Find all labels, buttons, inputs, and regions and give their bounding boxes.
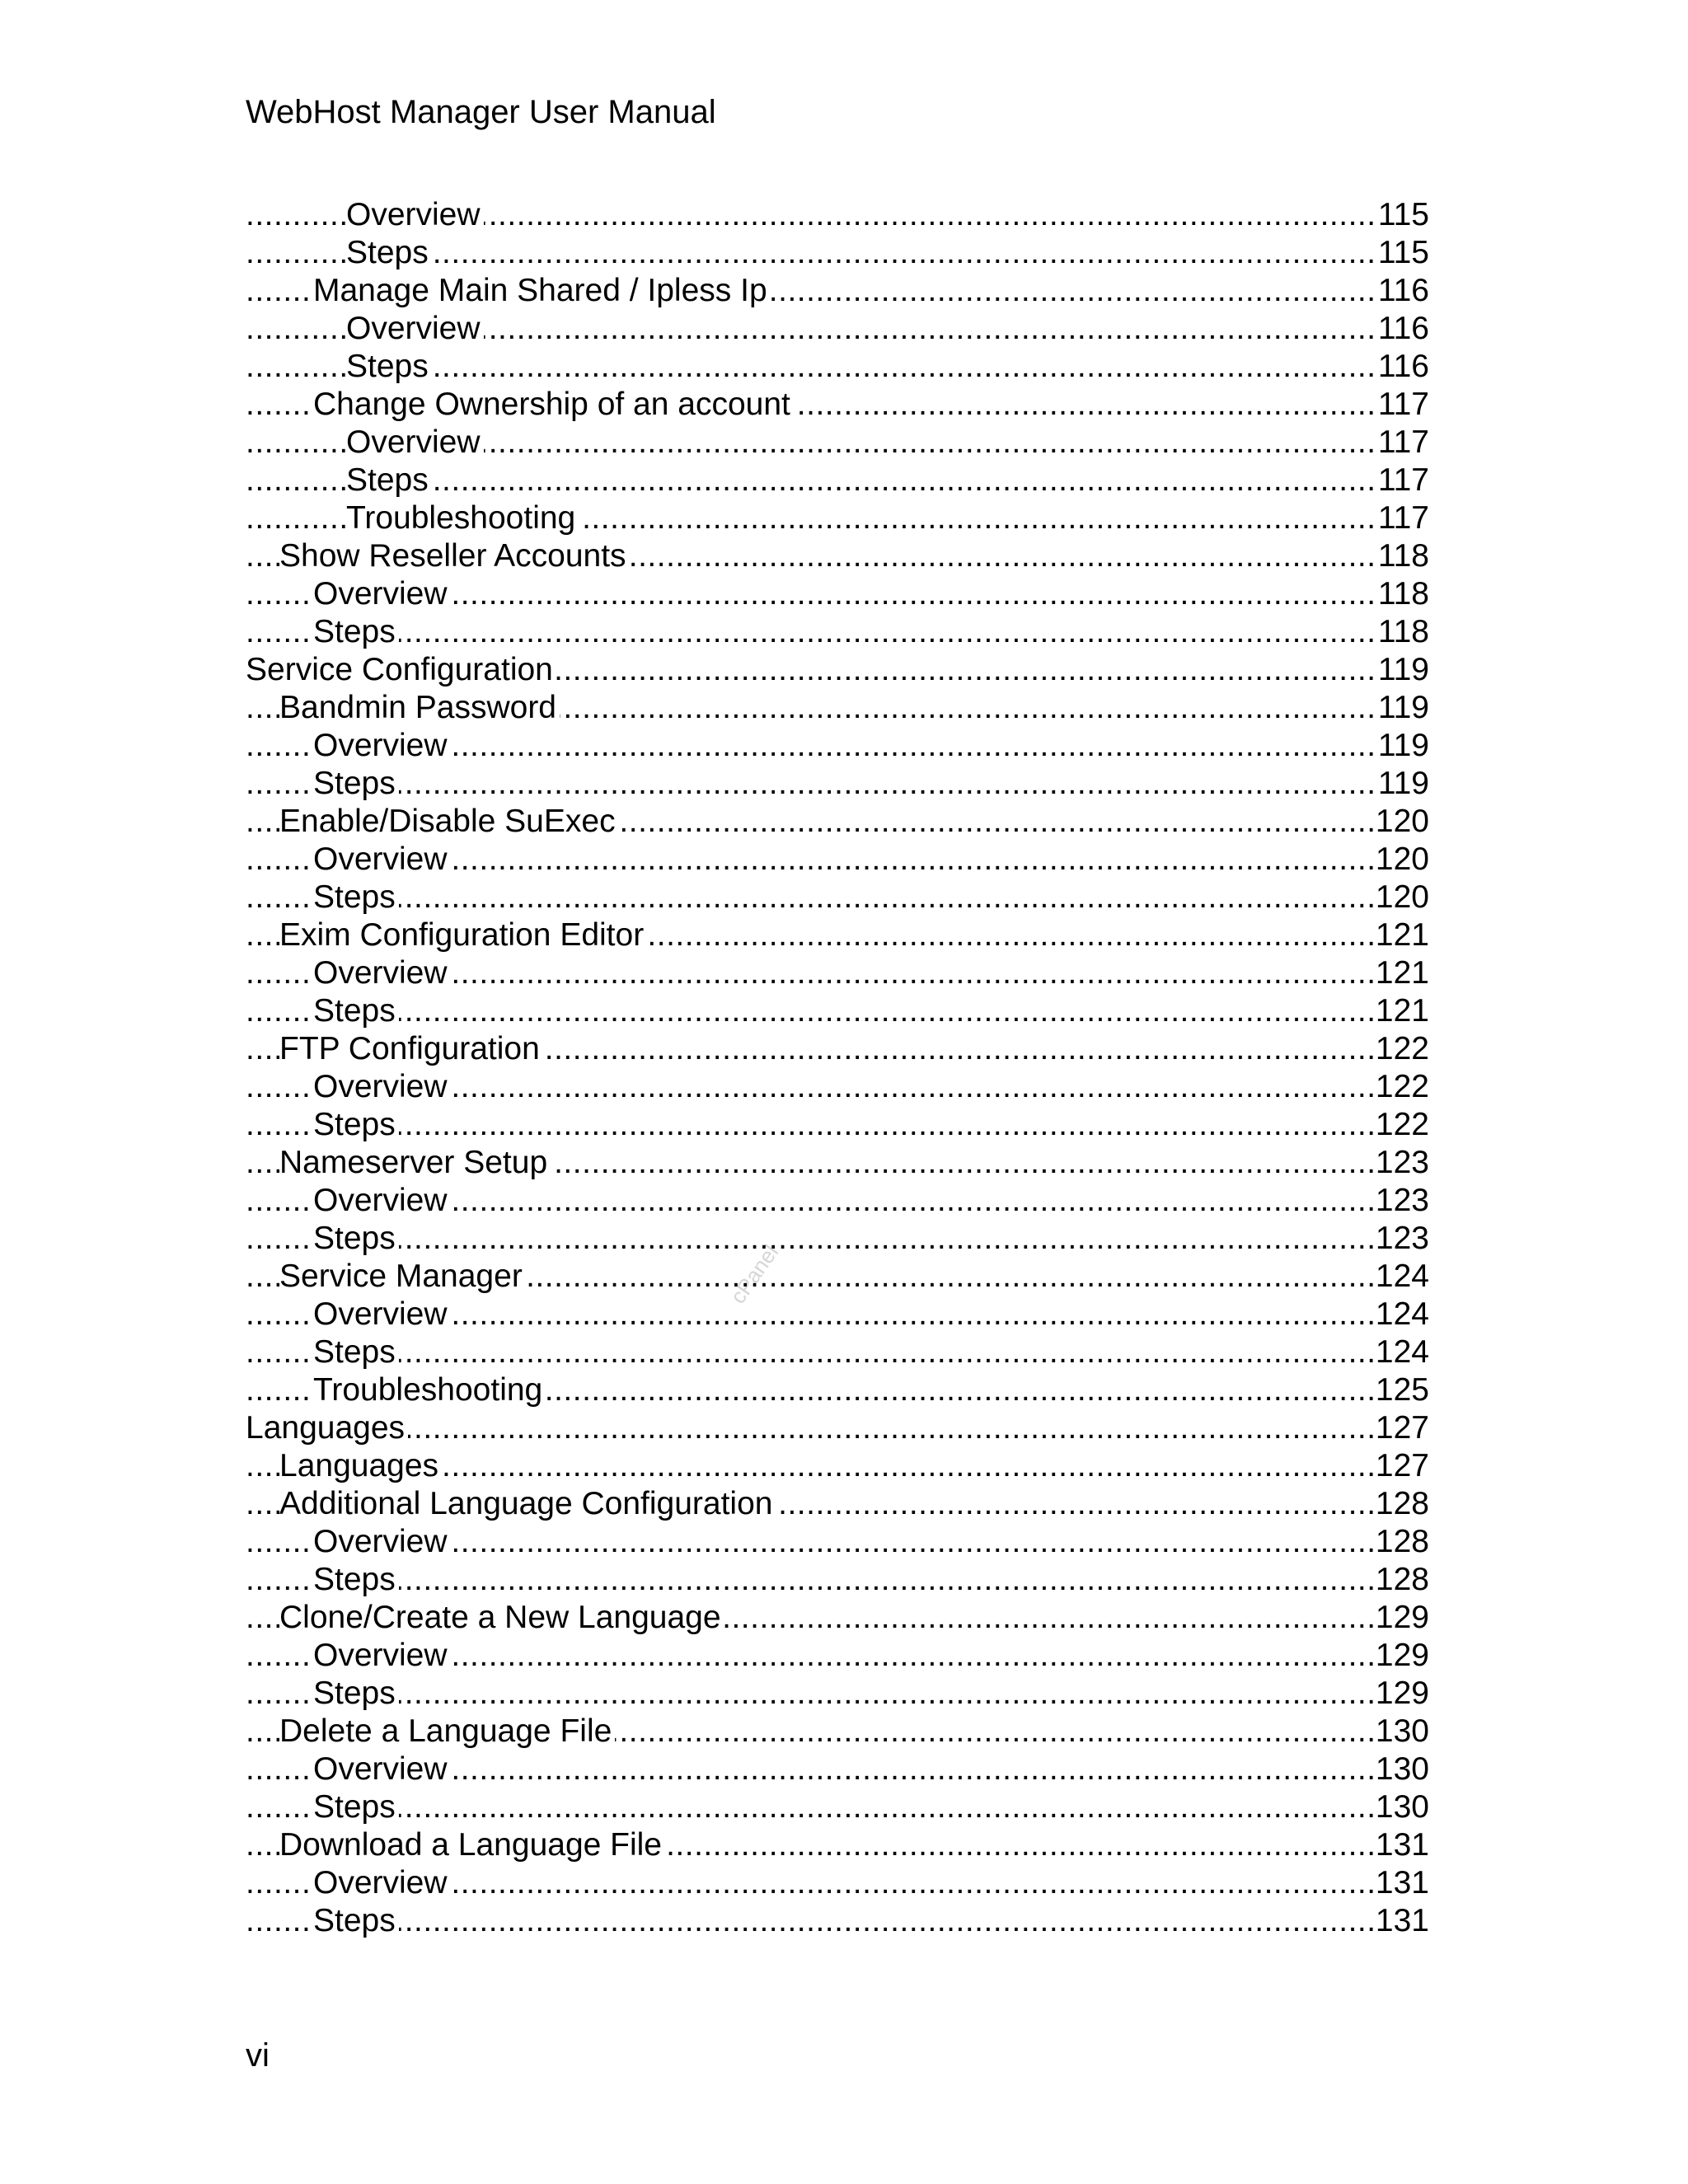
- toc-entry-title: Steps: [313, 879, 399, 915]
- toc-entry-title: Steps: [313, 1334, 399, 1370]
- toc-dot-leader: [246, 1675, 1429, 1713]
- toc-entry[interactable]: [246, 272, 1429, 310]
- toc-entry-page: 127: [1375, 1448, 1429, 1483]
- toc-entry-title: Download a Language File: [279, 1827, 665, 1863]
- toc-entry-page: 121: [1375, 917, 1429, 953]
- toc-entry[interactable]: [246, 1675, 1429, 1713]
- toc-entry[interactable]: [246, 1750, 1429, 1788]
- toc-entry-page: 116: [1377, 273, 1429, 308]
- toc-entry-title: Steps: [313, 766, 399, 801]
- toc-entry[interactable]: [246, 1182, 1429, 1220]
- toc-entry-page: 119: [1377, 690, 1429, 725]
- toc-entry-title: Steps: [346, 349, 432, 384]
- toc-entry[interactable]: [246, 954, 1429, 992]
- toc-entry[interactable]: [246, 879, 1429, 916]
- toc-entry-page: 116: [1377, 311, 1429, 346]
- toc-entry-page: 129: [1375, 1600, 1429, 1635]
- toc-entry-page: 117: [1377, 462, 1429, 498]
- toc-entry-title: Steps: [313, 1221, 399, 1256]
- toc-entry-title: Steps: [313, 1903, 399, 1938]
- toc-entry[interactable]: [246, 424, 1429, 462]
- toc-entry-title: Overview: [313, 955, 451, 991]
- toc-entry[interactable]: [246, 651, 1429, 689]
- toc-dot-leader: [246, 1902, 1429, 1940]
- toc-entry[interactable]: [246, 841, 1429, 879]
- toc-dot-leader: [246, 1561, 1429, 1599]
- toc-entry[interactable]: [246, 992, 1429, 1030]
- watermark: cPanel: [725, 1240, 784, 1309]
- toc-entry-title: Steps: [346, 235, 432, 270]
- toc-entry[interactable]: [246, 1258, 1429, 1296]
- toc-dot-leader: [246, 1220, 1429, 1258]
- toc-entry-title: Overview: [346, 311, 484, 346]
- toc-entry-title: Service Manager: [279, 1258, 526, 1294]
- toc-entry[interactable]: [246, 1371, 1429, 1409]
- toc-entry-page: 124: [1375, 1258, 1429, 1294]
- toc-entry-title: Languages: [279, 1448, 442, 1483]
- toc-entry-page: 118: [1377, 576, 1429, 612]
- toc-entry[interactable]: [246, 1788, 1429, 1826]
- toc-dot-leader: [246, 613, 1429, 651]
- toc-entry[interactable]: [246, 1561, 1429, 1599]
- toc-entry[interactable]: [246, 1333, 1429, 1371]
- toc-entry-page: 122: [1375, 1069, 1429, 1104]
- toc-entry[interactable]: [246, 1144, 1429, 1182]
- toc-entry-title: Overview: [346, 197, 484, 232]
- toc-entry-page: 117: [1377, 424, 1429, 460]
- toc-entry-page: 115: [1377, 235, 1429, 270]
- toc-dot-leader: [246, 765, 1429, 803]
- toc-entry-page: 121: [1375, 993, 1429, 1029]
- toc-entry-title: Show Reseller Accounts: [279, 538, 630, 574]
- toc-entry[interactable]: [246, 537, 1429, 575]
- toc-entry-page: 123: [1375, 1145, 1429, 1180]
- toc-entry-title: Steps: [313, 1107, 399, 1142]
- toc-entry[interactable]: [246, 310, 1429, 348]
- toc-entry-page: 124: [1375, 1334, 1429, 1370]
- toc-entry-page: 128: [1375, 1524, 1429, 1559]
- toc-entry-title: Clone/Create a New Language: [279, 1600, 724, 1635]
- toc-entry-title: Troubleshooting: [346, 500, 579, 536]
- toc-dot-leader: [246, 1106, 1429, 1144]
- toc-dot-leader: [246, 1788, 1429, 1826]
- toc-entry[interactable]: [246, 499, 1429, 537]
- toc-entry-title: Troubleshooting: [313, 1372, 546, 1408]
- toc-entry[interactable]: [246, 348, 1429, 386]
- toc-entry-page: 131: [1375, 1903, 1429, 1938]
- toc-entry[interactable]: [246, 803, 1429, 841]
- toc-entry-page: 129: [1375, 1675, 1429, 1711]
- toc-entry-title: Steps: [313, 1562, 399, 1597]
- toc-entry-page: 117: [1377, 500, 1429, 536]
- toc-entry-title: Overview: [313, 841, 451, 877]
- toc-entry-title: Overview: [313, 1524, 451, 1559]
- toc-entry[interactable]: [246, 1713, 1429, 1750]
- toc-entry-title: Overview: [313, 1865, 451, 1900]
- toc-entry-page: 130: [1375, 1789, 1429, 1825]
- toc-entry-page: 121: [1375, 955, 1429, 991]
- toc-dot-leader: [246, 992, 1429, 1030]
- toc-entry[interactable]: [246, 234, 1429, 272]
- toc-entry[interactable]: [246, 1902, 1429, 1940]
- toc-entry-title: Nameserver Setup: [279, 1145, 551, 1180]
- toc-entry-title: FTP Configuration: [279, 1031, 543, 1066]
- toc-entry-page: 120: [1375, 804, 1429, 839]
- toc-entry[interactable]: [246, 613, 1429, 651]
- toc-entry-title: Enable/Disable SuExec: [279, 804, 619, 839]
- toc-entry[interactable]: [246, 575, 1429, 613]
- toc-entry-page: 120: [1375, 879, 1429, 915]
- toc-entry[interactable]: [246, 1599, 1429, 1637]
- toc-entry[interactable]: [246, 1068, 1429, 1106]
- toc-entry-title: Languages: [246, 1410, 408, 1446]
- toc-entry-title: Service Configuration: [246, 652, 556, 687]
- toc-entry-page: 119: [1377, 728, 1429, 763]
- toc-entry-page: 119: [1377, 652, 1429, 687]
- toc-entry-title: Overview: [346, 424, 484, 460]
- toc-entry-page: 118: [1377, 614, 1429, 649]
- toc-entry-page: 127: [1375, 1410, 1429, 1446]
- toc-entry[interactable]: [246, 765, 1429, 803]
- toc-entry-title: Steps: [313, 1789, 399, 1825]
- toc-entry[interactable]: [246, 689, 1429, 727]
- toc-entry[interactable]: [246, 1106, 1429, 1144]
- toc-dot-leader: [246, 1409, 1429, 1447]
- toc-entry-title: Steps: [313, 993, 399, 1029]
- toc-entry[interactable]: [246, 1409, 1429, 1447]
- toc-entry[interactable]: [246, 1030, 1429, 1068]
- toc-entry-page: 123: [1375, 1221, 1429, 1256]
- toc-entry[interactable]: [246, 1296, 1429, 1333]
- toc-entry[interactable]: [246, 916, 1429, 954]
- toc-entry-page: 122: [1375, 1107, 1429, 1142]
- toc-entry[interactable]: [246, 1447, 1429, 1485]
- toc-entry-title: Overview: [313, 576, 451, 612]
- toc-entry-title: Overview: [313, 1751, 451, 1787]
- toc-entry[interactable]: [246, 1220, 1429, 1258]
- toc-entry[interactable]: [246, 1523, 1429, 1561]
- toc-entry-page: 124: [1375, 1296, 1429, 1332]
- toc-entry-page: 128: [1375, 1486, 1429, 1521]
- toc-entry-page: 128: [1375, 1562, 1429, 1597]
- toc-entry-title: Additional Language Configuration: [279, 1486, 776, 1521]
- toc-entry-title: Overview: [313, 1069, 451, 1104]
- toc-entry[interactable]: [246, 462, 1429, 499]
- page-number: vi: [246, 2037, 270, 2074]
- toc-entry-page: 130: [1375, 1713, 1429, 1749]
- toc-entry-title: Steps: [313, 614, 399, 649]
- toc-entry-page: 131: [1375, 1865, 1429, 1900]
- toc-entry-page: 125: [1375, 1372, 1429, 1408]
- toc-entry-page: 131: [1375, 1827, 1429, 1863]
- toc-entry[interactable]: [246, 1485, 1429, 1523]
- toc-entry[interactable]: [246, 1826, 1429, 1864]
- toc-entry[interactable]: [246, 727, 1429, 765]
- toc-entry-title: Delete a Language File: [279, 1713, 615, 1749]
- toc-entry-title: Change Ownership of an account: [313, 387, 794, 422]
- toc-entry-title: Overview: [313, 1183, 451, 1218]
- toc-entry-page: 130: [1375, 1751, 1429, 1787]
- toc-entry-title: Exim Configuration Editor: [279, 917, 647, 953]
- toc-entry[interactable]: [246, 196, 1429, 234]
- toc-entry-title: Overview: [313, 1638, 451, 1673]
- toc-entry-page: 118: [1377, 538, 1429, 574]
- toc-entry-title: Bandmin Password: [279, 690, 560, 725]
- running-header: WebHost Manager User Manual: [246, 94, 716, 130]
- toc-entry[interactable]: [246, 386, 1429, 424]
- toc-entry-page: 116: [1377, 349, 1429, 384]
- toc-entry[interactable]: [246, 1864, 1429, 1902]
- toc-entry-title: Steps: [346, 462, 432, 498]
- toc-entry-page: 115: [1377, 197, 1429, 232]
- toc-entry-title: Manage Main Shared / Ipless Ip: [313, 273, 771, 308]
- toc-entry[interactable]: [246, 1637, 1429, 1675]
- toc-entry-page: 117: [1377, 387, 1429, 422]
- toc-entry-title: Steps: [313, 1675, 399, 1711]
- toc-entry-title: Overview: [313, 728, 451, 763]
- toc-entry-page: 129: [1375, 1638, 1429, 1673]
- toc-dot-leader: [246, 1333, 1429, 1371]
- toc-entry-page: 119: [1377, 766, 1429, 801]
- toc-entry-page: 120: [1375, 841, 1429, 877]
- table-of-contents: [246, 196, 1429, 1940]
- toc-dot-leader: [246, 879, 1429, 916]
- toc-entry-page: 122: [1375, 1031, 1429, 1066]
- toc-entry-title: Overview: [313, 1296, 451, 1332]
- toc-entry-page: 123: [1375, 1183, 1429, 1218]
